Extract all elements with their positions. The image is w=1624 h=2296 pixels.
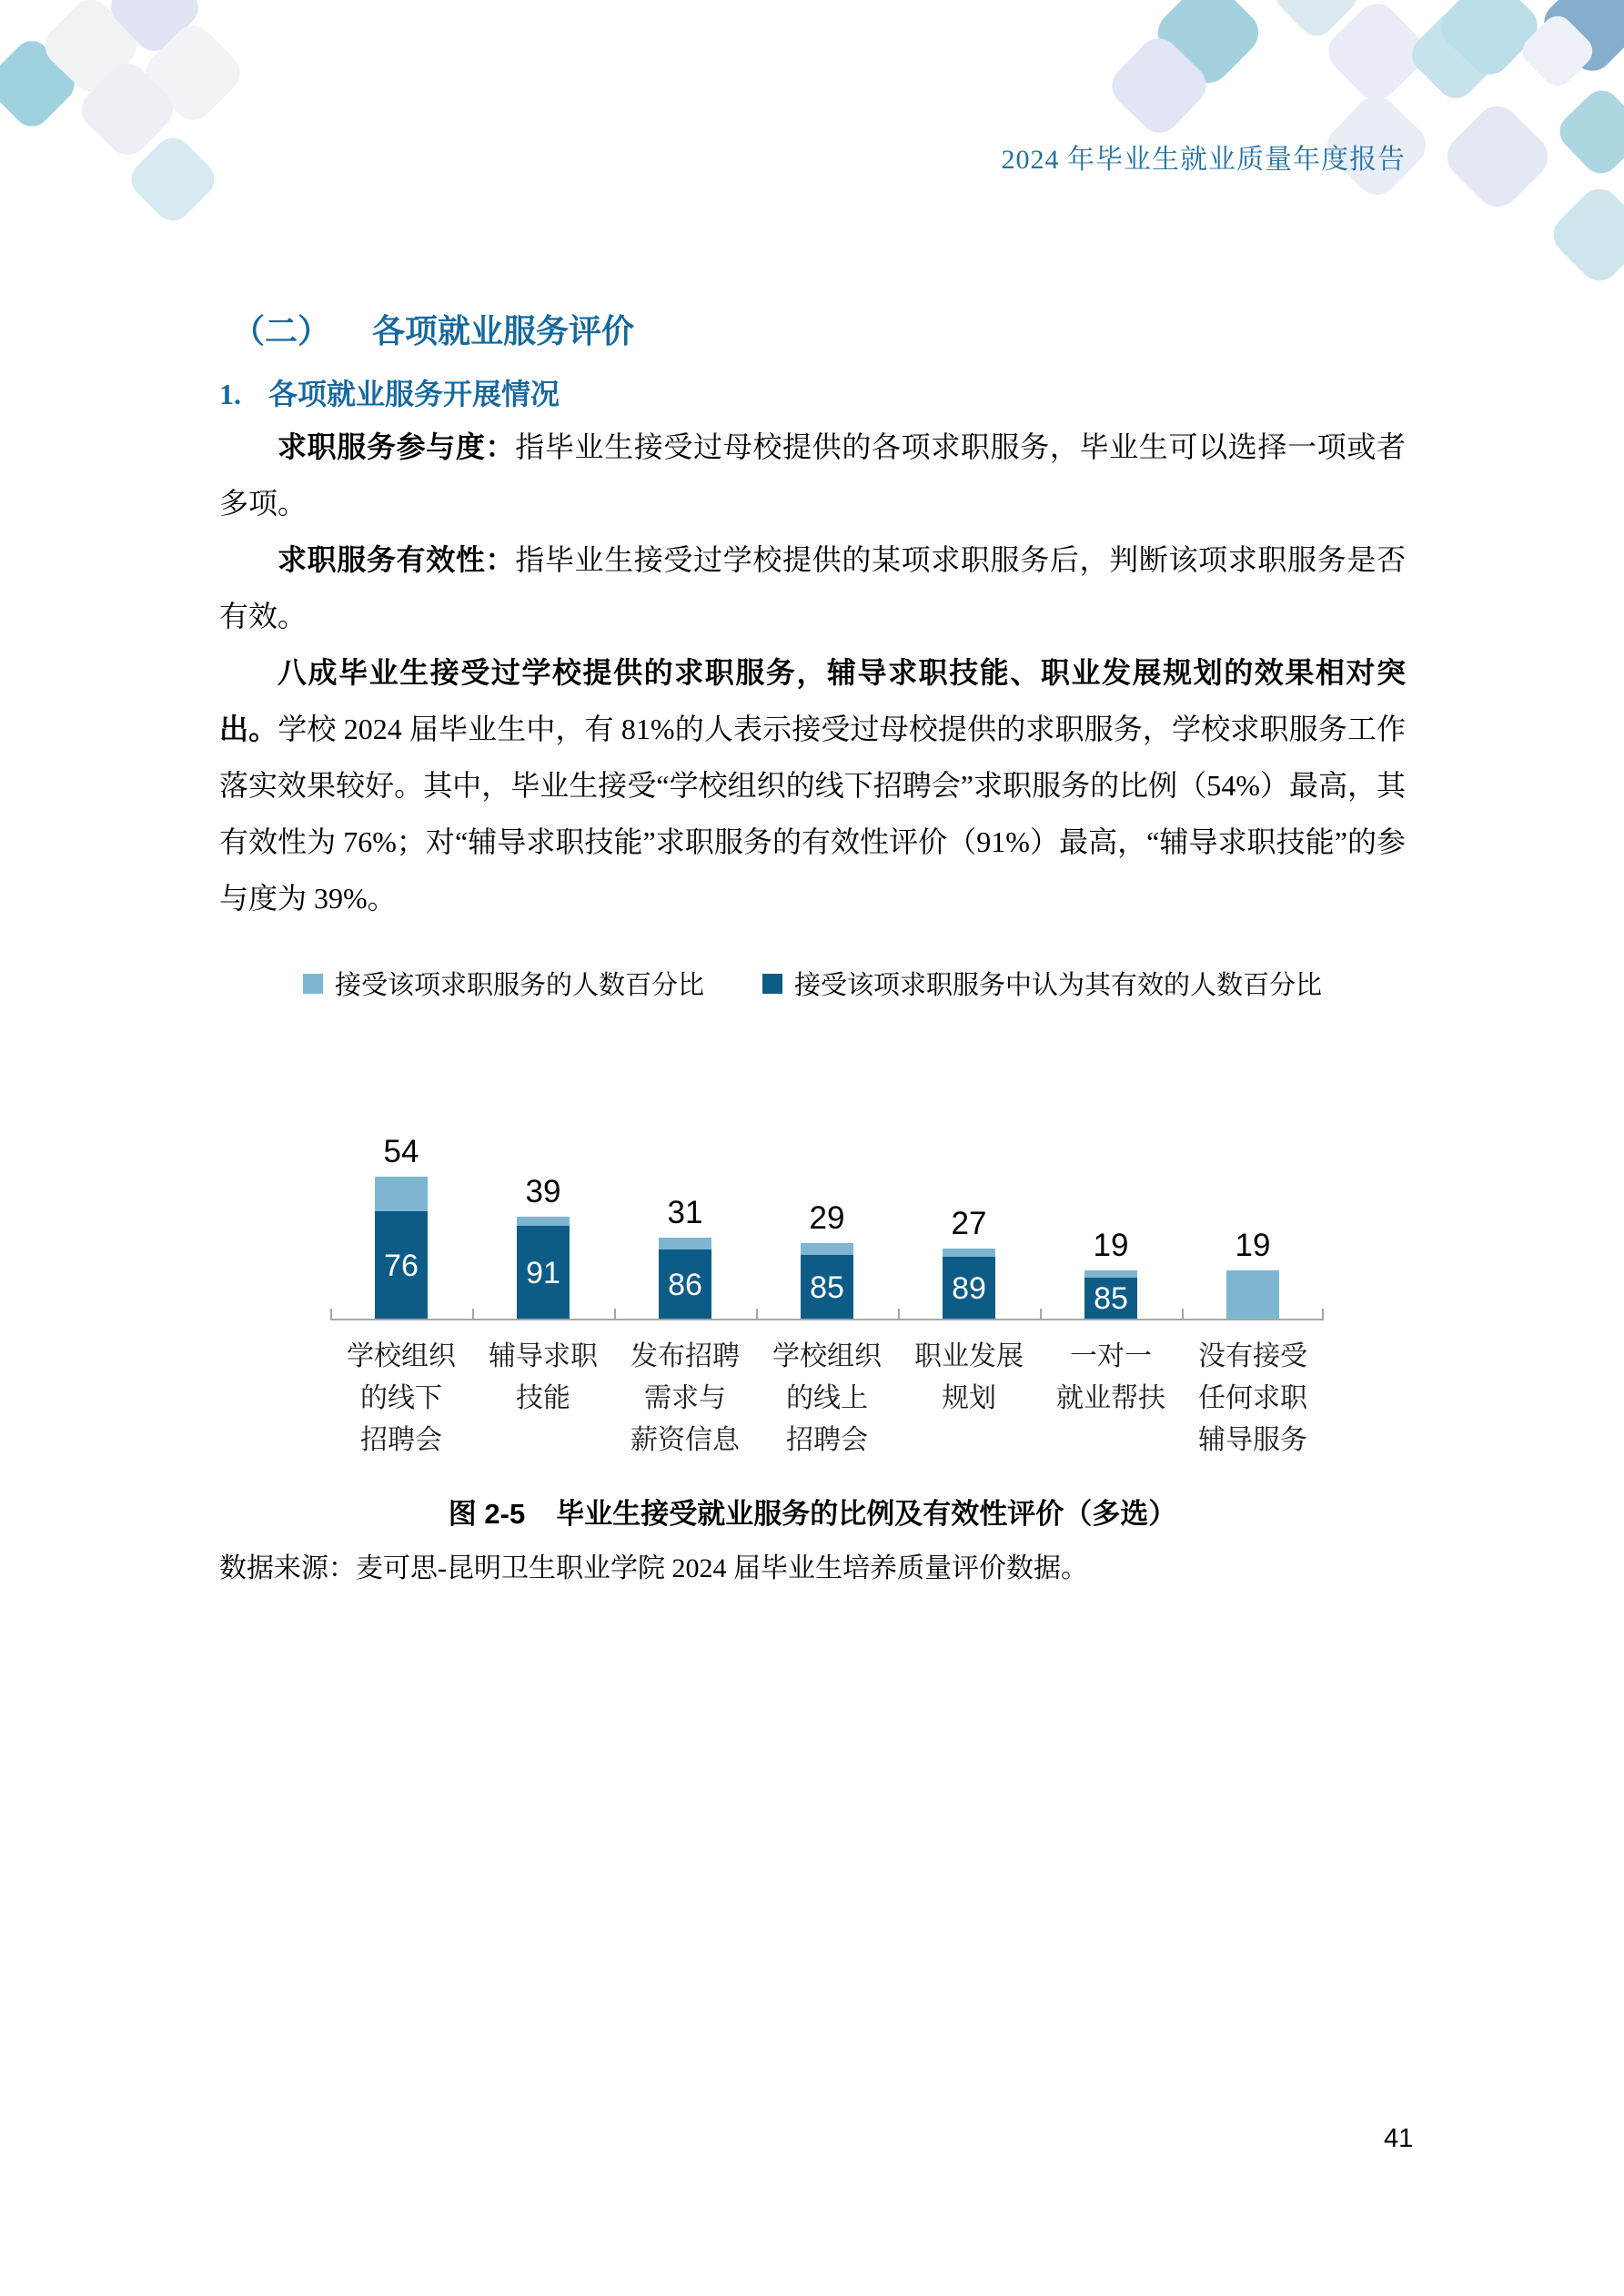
legend-label: 接受该项求职服务的人数百分比 (334, 971, 704, 1000)
decor-tile (1438, 97, 1557, 216)
participation-value-label: 39 (525, 1174, 561, 1209)
bar-chart-plot (330, 1125, 1324, 1320)
paragraph-text: 指毕业生接受过母校提供的各项求职服务，毕业生可以选择一项或者多项。 (219, 430, 1406, 520)
report-header-title: 2024 年毕业生就业质量年度报告 (1001, 145, 1406, 175)
category-label: 职业发展 规划 (914, 1341, 1024, 1413)
legend-label: 接受该项求职服务中认为其有效的人数百分比 (794, 971, 1323, 1000)
x-axis-line (330, 1319, 1324, 1320)
effectiveness-bar (517, 1226, 570, 1320)
paragraph-participation-definition (219, 419, 1406, 531)
figure-caption-text: 毕业生接受就业服务的比例及有效性评价（多选） (556, 1498, 1177, 1530)
subsection-heading-text: 各项就业服务开展情况 (268, 378, 560, 410)
subsection-heading (219, 371, 560, 413)
participation-bar (517, 1217, 570, 1320)
effectiveness-value-label: 85 (810, 1269, 844, 1305)
participation-value-label: 27 (951, 1206, 987, 1241)
category-label: 一对一 就业帮扶 (1056, 1341, 1165, 1413)
category-label: 学校组织 的线下 招聘会 (347, 1341, 456, 1455)
category-label: 学校组织 的线上 招聘会 (772, 1341, 882, 1455)
participation-value-label: 31 (667, 1195, 703, 1230)
bar-slot (1182, 1125, 1324, 1320)
effectiveness-value-label: 85 (1094, 1281, 1128, 1316)
category-label: 辅导求职 技能 (489, 1341, 598, 1413)
effectiveness-bar (375, 1211, 428, 1320)
chart-legend (219, 965, 1406, 1002)
paragraph-lead: 求职服务参与度： (277, 430, 516, 463)
subsection-heading-number: 1. (219, 378, 241, 410)
paragraph-lead: 八成毕业生接受过学校提供的求职服务，辅导求职技能、职业发展规划的效果相对突出。 (219, 656, 1406, 745)
bar-slot (756, 1125, 898, 1320)
paragraph-effectiveness-definition (219, 531, 1406, 644)
paragraph-lead: 求职服务有效性： (277, 543, 516, 576)
effectiveness-value-label: 76 (384, 1248, 419, 1283)
effectiveness-value-label: 91 (526, 1255, 560, 1290)
bar-slot (898, 1125, 1040, 1320)
figure-caption (219, 1491, 1406, 1532)
legend-item-participation (303, 965, 704, 1002)
participation-value-label: 54 (383, 1134, 419, 1169)
paragraph-findings (219, 644, 1406, 926)
decor-tile (1552, 83, 1624, 180)
x-axis-category-labels (330, 1336, 1324, 1462)
paragraph-text: 学校 2024 届毕业生中，有 81%的人表示接受过母校提供的求职服务，学校求职服务工作落实效果较好。其中，毕业生接受“学校组织的线下招聘会”求职服务的比例（54%）最高，其有效性为 76%；对“辅导求职技能”求职服务的有效性评价（91%）最高，“辅导求职技能”的参与度为 39%。 (219, 713, 1406, 915)
page-number: 41 (1384, 2124, 1414, 2153)
category-label: 没有接受 任何求职 辅导服务 (1198, 1341, 1307, 1455)
section-heading-number: （二） (232, 313, 331, 349)
legend-swatch-dark-icon (762, 974, 782, 994)
effectiveness-value-label: 89 (952, 1270, 986, 1306)
decor-tile (1546, 181, 1624, 289)
bar-slot (330, 1125, 472, 1320)
participation-value-label: 19 (1093, 1228, 1129, 1263)
effectiveness-value-label: 86 (668, 1267, 702, 1302)
data-source-note: 数据来源：麦可思-昆明卫生职业学院 2024 届毕业生培养质量评价数据。 (219, 1553, 1088, 1583)
section-heading-text: 各项就业服务评价 (372, 313, 635, 349)
participation-value-label: 19 (1235, 1228, 1271, 1263)
bar-slot (1040, 1125, 1182, 1320)
legend-item-effectiveness (762, 965, 1322, 1002)
paragraph-text: 指毕业生接受过学校提供的某项求职服务后，判断该项求职服务是否有效。 (219, 543, 1406, 632)
participation-value-label: 29 (809, 1200, 845, 1236)
bar-slot (614, 1125, 756, 1320)
legend-swatch-light-icon (303, 974, 323, 994)
bar-slot (472, 1125, 614, 1320)
body-paragraphs (219, 419, 1406, 926)
category-label: 发布招聘 需求与 薪资信息 (630, 1341, 740, 1455)
section-heading (232, 306, 634, 352)
figure-number: 图 2-5 (448, 1498, 526, 1530)
participation-bar (375, 1177, 428, 1320)
